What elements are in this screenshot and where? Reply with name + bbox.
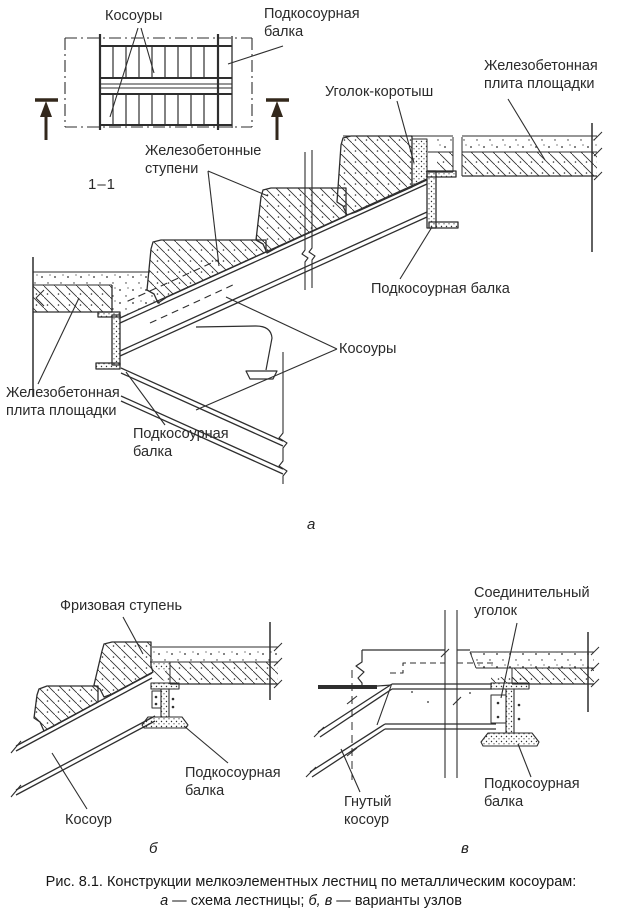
- caption-mid: — схема лестницы;: [168, 893, 309, 909]
- label-beam-right: Подкосоурная балка: [371, 281, 510, 297]
- plan-view: [35, 28, 289, 140]
- label-beam-v-line2: балка: [484, 794, 524, 810]
- detail-v: [306, 610, 599, 792]
- label-beam-b-line2: балка: [185, 783, 225, 799]
- label-ugolok: Уголок-коротыш: [325, 84, 434, 100]
- label-slab-right-line2: плита площадки: [484, 76, 595, 92]
- label-steps-line1: Железобетонные: [145, 143, 262, 159]
- label-slab-left-line1: Железобетонная: [6, 385, 120, 401]
- break-lines-v: [441, 610, 461, 778]
- part-label-a: а: [307, 516, 316, 533]
- label-beam-b: [185, 764, 281, 800]
- beam-v-ibeam: [481, 677, 539, 746]
- landing-v: [470, 632, 599, 712]
- label-bent-kosour: [344, 793, 391, 829]
- figure-caption: [0, 873, 622, 911]
- landing-outline-v: [318, 650, 497, 703]
- caption-line1: Рис. 8.1. Конструкции мелкоэлементных лестниц по металлическим косоурам:: [45, 874, 577, 890]
- caption-part-a: а: [160, 893, 169, 909]
- caption-part-bv: б, в: [308, 893, 333, 909]
- label-section-mark: 1–1: [88, 176, 117, 193]
- plan-leaders: [110, 28, 283, 117]
- detail-v-leaders: [341, 623, 531, 792]
- label-angle-v-line1: Соединительный: [474, 585, 590, 601]
- plan-axis-box: [65, 38, 252, 127]
- beam-left-channel: [96, 312, 120, 369]
- label-plan-beam-line1: Подкосоурная: [264, 6, 360, 22]
- label-slab-left: [6, 384, 120, 420]
- label-angle-v-line2: уголок: [474, 603, 517, 619]
- section-mark-left: [35, 100, 58, 140]
- label-beam-v: [484, 775, 580, 811]
- plan-treads: [113, 46, 204, 125]
- label-beam-left-line2: балка: [133, 444, 173, 460]
- label-slab-right-line1: Железобетонная: [484, 58, 598, 74]
- label-beam-left: [133, 425, 229, 461]
- label-steps: [145, 142, 261, 178]
- label-plan-kosoury: Косоуры: [105, 8, 163, 24]
- section-mark-right: [266, 100, 289, 140]
- landing-left: [33, 257, 161, 397]
- label-angle-v: [474, 584, 590, 620]
- label-plan-beam-line2: балка: [264, 24, 304, 40]
- label-bent-kosour-line2: косоур: [344, 812, 390, 828]
- label-slab-right: [484, 57, 598, 93]
- beam-right-channel: [427, 171, 458, 228]
- label-beam-left-line1: Подкосоурная: [133, 426, 229, 442]
- ugolok-korotysh: [412, 139, 427, 187]
- part-label-v: в: [461, 840, 469, 857]
- label-slab-left-line2: плита площадки: [6, 403, 117, 419]
- part-label-b: б: [149, 840, 158, 857]
- label-plan-beam: [264, 5, 360, 41]
- label-frieze: Фризовая ступень: [60, 598, 183, 614]
- label-beam-b-line1: Подкосоурная: [185, 765, 281, 781]
- label-kosoury-a: Косоуры: [339, 341, 397, 357]
- label-beam-v-line1: Подкосоурная: [484, 776, 580, 792]
- caption-line2: [0, 892, 622, 911]
- beam-b-ibeam: [142, 683, 188, 728]
- section-a: [33, 99, 602, 484]
- label-steps-line2: ступени: [145, 161, 199, 177]
- label-bent-kosour-line1: Гнутый: [344, 794, 392, 810]
- label-kosour-b: Косоур: [65, 812, 112, 828]
- caption-end: — варианты узлов: [332, 893, 462, 909]
- connecting-angle: [491, 695, 506, 723]
